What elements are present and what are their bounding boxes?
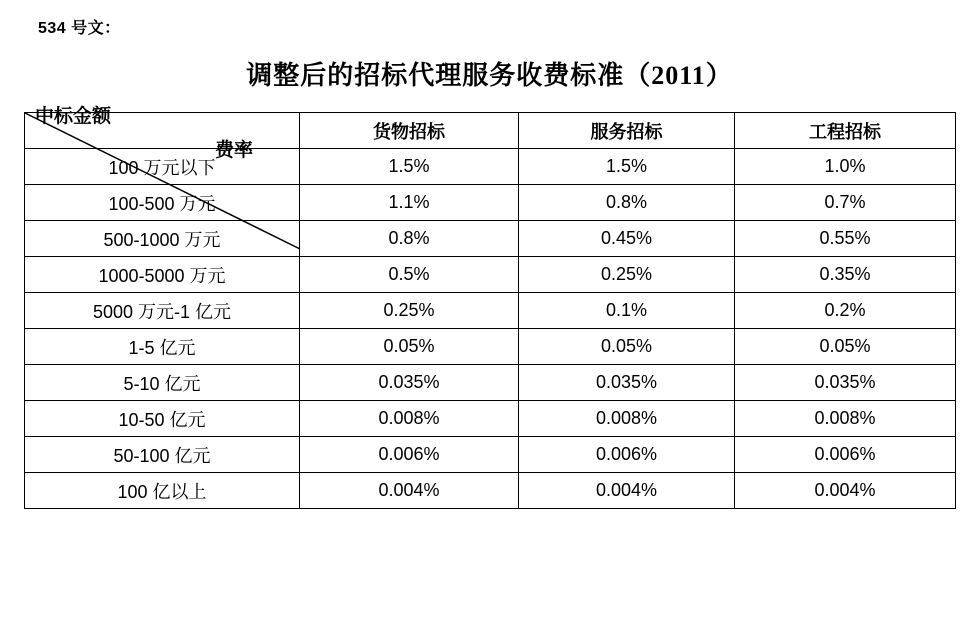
column-header-goods: 货物招标	[300, 113, 519, 149]
fee-table-container	[24, 106, 955, 509]
table-row	[25, 365, 956, 401]
cell-value: 0.008%	[519, 401, 735, 437]
corner-amount-label: 中标金额	[35, 106, 112, 127]
page-title: 调整后的招标代理服务收费标准（2011）	[246, 61, 733, 90]
diagonal-divider-icon	[25, 113, 300, 249]
corner-rate-label: 费率	[214, 140, 253, 161]
cell-value: 1.5%	[300, 149, 519, 185]
table-row	[25, 293, 956, 329]
cell-value: 0.035%	[735, 365, 956, 401]
fee-standard-table	[24, 106, 956, 509]
cell-value: 0.006%	[300, 437, 519, 473]
cell-value: 0.8%	[519, 185, 735, 221]
row-label: 100 万元以下	[25, 149, 300, 185]
cell-value: 0.8%	[300, 221, 519, 257]
row-label: 1-5 亿元	[25, 329, 300, 365]
cell-value: 0.7%	[735, 185, 956, 221]
cell-value: 0.006%	[519, 437, 735, 473]
column-header-service: 服务招标	[519, 113, 735, 149]
cell-value: 0.25%	[519, 257, 735, 293]
cell-value: 0.25%	[300, 293, 519, 329]
cell-value: 0.45%	[519, 221, 735, 257]
cell-value: 0.035%	[519, 365, 735, 401]
row-label: 5-10 亿元	[25, 365, 300, 401]
cell-value: 0.035%	[300, 365, 519, 401]
cell-value: 1.5%	[519, 149, 735, 185]
table-row	[25, 473, 956, 509]
table-row	[25, 401, 956, 437]
cell-value: 0.004%	[735, 473, 956, 509]
cell-value: 1.0%	[735, 149, 956, 185]
cell-value: 0.55%	[735, 221, 956, 257]
cell-value: 0.05%	[519, 329, 735, 365]
cell-value: 0.05%	[735, 329, 956, 365]
row-label: 5000 万元-1 亿元	[25, 293, 300, 329]
table-row	[25, 329, 956, 365]
row-label: 1000-5000 万元	[25, 257, 300, 293]
table-corner-header	[25, 106, 300, 161]
cell-value: 0.004%	[300, 473, 519, 509]
table-row	[25, 257, 956, 293]
cell-value: 1.1%	[300, 185, 519, 221]
cell-value: 0.2%	[735, 293, 956, 329]
row-label: 10-50 亿元	[25, 401, 300, 437]
cell-value: 0.006%	[735, 437, 956, 473]
cell-value: 0.35%	[735, 257, 956, 293]
row-label: 100-500 万元	[25, 185, 300, 221]
cell-value: 0.008%	[735, 401, 956, 437]
table-header-row	[25, 113, 956, 149]
row-label: 500-1000 万元	[25, 221, 300, 257]
row-label: 50-100 亿元	[25, 437, 300, 473]
cell-value: 0.5%	[300, 257, 519, 293]
column-header-engineering: 工程招标	[735, 113, 956, 149]
cell-value: 0.004%	[519, 473, 735, 509]
cell-value: 0.1%	[519, 293, 735, 329]
cell-value: 0.05%	[300, 329, 519, 365]
table-row	[25, 437, 956, 473]
cell-value: 0.008%	[300, 401, 519, 437]
document-note: 534 号文：	[38, 20, 121, 37]
row-label: 100 亿以上	[25, 473, 300, 509]
